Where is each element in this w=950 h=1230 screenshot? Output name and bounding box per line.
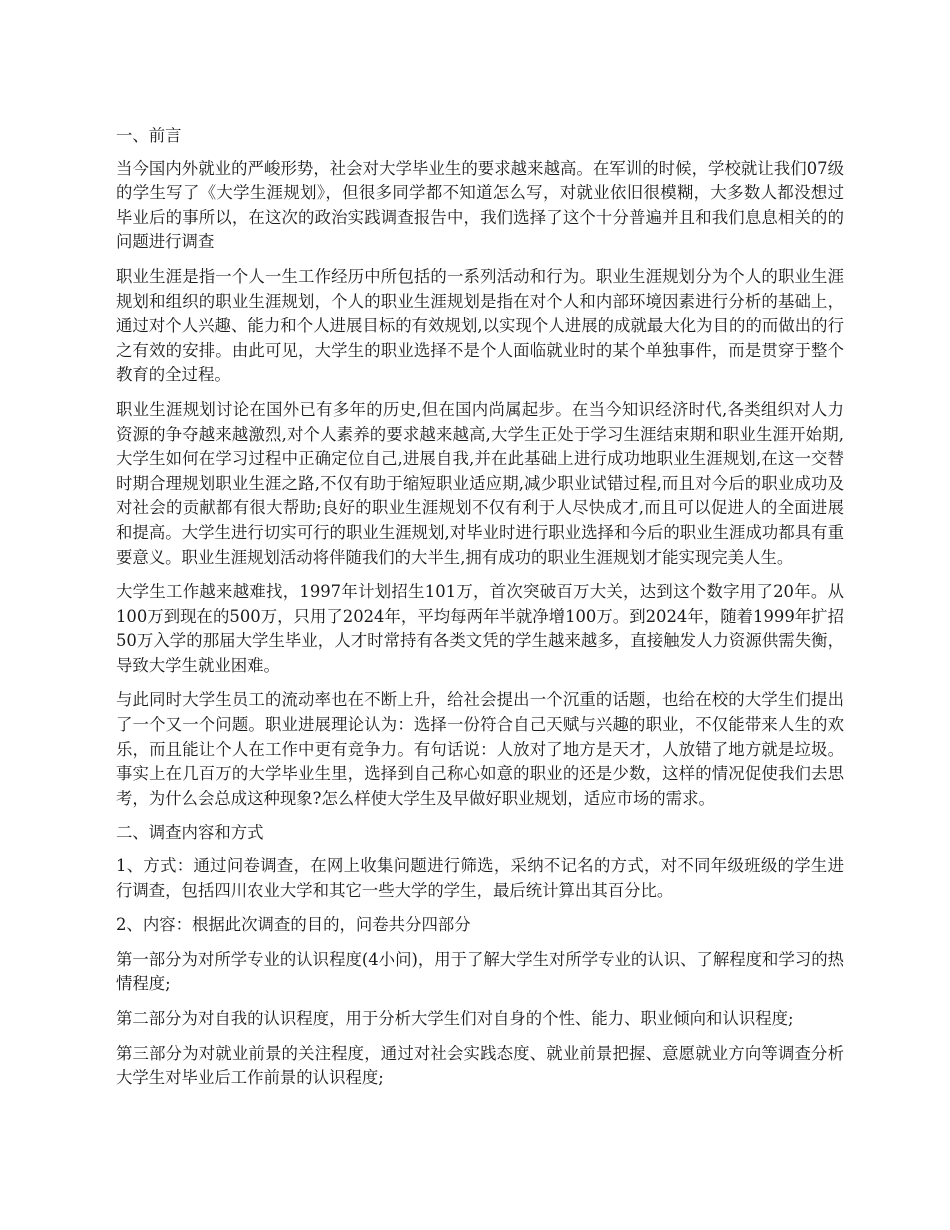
paragraph: 1、方式：通过问卷调查，在网上收集问题进行筛选，采纳不记名的方式，对不同年级班级的学生进行调查，包括四川农业大学和其它一些大学的学生，最后统计算出其百分比。 <box>116 856 844 900</box>
paragraph: 2、内容：根据此次调查的目的，问卷共分四部分 <box>116 915 471 935</box>
paragraph: 职业生涯规划讨论在国外已有多年的历史,但在国内尚属起步。在当今知识经济时代,各类组织对人力资源的争夺越来越激烈,对个人素养的要求越来越高,大学生正处于学习生涯结束期和职业生涯开始期,大学生如何在学习过程中正确定位自己,进展自我,并在此基础上进行成功地职业生涯规划,在这一交替时期合理规划职业生涯之路,不仅有助于缩短职业适应期,减少职业试错过程,而且对今后的职业成功及对社会的贡献都有很大帮助;良好的职业生涯规划不仅有利于人尽快成才,而且可以促进人的全面进展和提高。大学生进行切实可行的职业生涯规划,对毕业时进行职业选择和今后的职业生涯成功都具有重要意义。职业生涯规划活动将伴随我们的大半生,拥有成功的职业生涯规划才能实现完美人生。 <box>116 399 844 567</box>
paragraph: 当今国内外就业的严峻形势，社会对大学毕业生的要求越来越高。在军训的时候，学校就让我们07级的学生写了《大学生涯规划》，但很多同学都不知道怎么写，对就业依旧很模糊，大多数人都没想过毕业后的事所以，在这次的政治实践调查报告中，我们选择了这个十分普遍并且和我们息息相关的的问题进行调查 <box>116 158 844 252</box>
section-heading-survey: 二、调查内容和方式 <box>116 823 264 843</box>
document-body <box>116 124 844 1101</box>
paragraph: 第三部分为对就业前景的关注程度，通过对社会实践态度、就业前景把握、意愿就业方向等调查分析大学生对毕业后工作前景的认识程度; <box>116 1043 844 1088</box>
paragraph: 第一部分为对所学专业的认识程度(4小问)，用于了解大学生对所学专业的认识、了解程度和学习的热情程度; <box>116 949 845 994</box>
paragraph: 第二部分为对自我的认识程度，用于分析大学生们对自身的个性、能力、职业倾向和认识程度; <box>116 1009 794 1028</box>
section-heading-intro: 一、前言 <box>116 126 182 145</box>
paragraph: 与此同时大学生员工的流动率也在不断上升，给社会提出一个沉重的话题，也给在校的大学生们提出了一个又一个问题。职业进展理论认为：选择一份符合自己天赋与兴趣的职业，不仅能带来人生的欢乐，而且能让个人在工作中更有竞争力。有句话说：人放对了地方是天才，人放错了地方就是垃圾。事实上在几百万的大学毕业生里，选择到自己称心如意的职业的还是少数，这样的情况促使我们去思考，为什么会总成这种现象?怎么样使大学生及早做好职业规划，适应市场的需求。 <box>116 690 844 808</box>
paragraph: 大学生工作越来越难找，1997年计划招生101万，首次突破百万大关，达到这个数字用了20年。从100万到现在的500万，只用了2024年，平均每两年半就净增100万。到2024年，随着1999年扩招50万入学的那届大学生毕业，人才时常持有各类文凭的学生越来越多，直接触发人力资源供需失衡，导致大学生就业困难。 <box>116 582 844 675</box>
paragraph: 职业生涯是指一个人一生工作经历中所包括的一系列活动和行为。职业生涯规划分为个人的职业生涯规划和组织的职业生涯规划，个人的职业生涯规划是指在对个人和内部环境因素进行分析的基础上，通过对个人兴趣、能力和个人进展目标的有效规划,以实现个人进展的成就最大化为目的的而做出的行之有效的安排。由此可见，大学生的职业选择不是个人面临就业时的某个单独事件，而是贯穿于整个教育的全过程。 <box>116 266 844 385</box>
